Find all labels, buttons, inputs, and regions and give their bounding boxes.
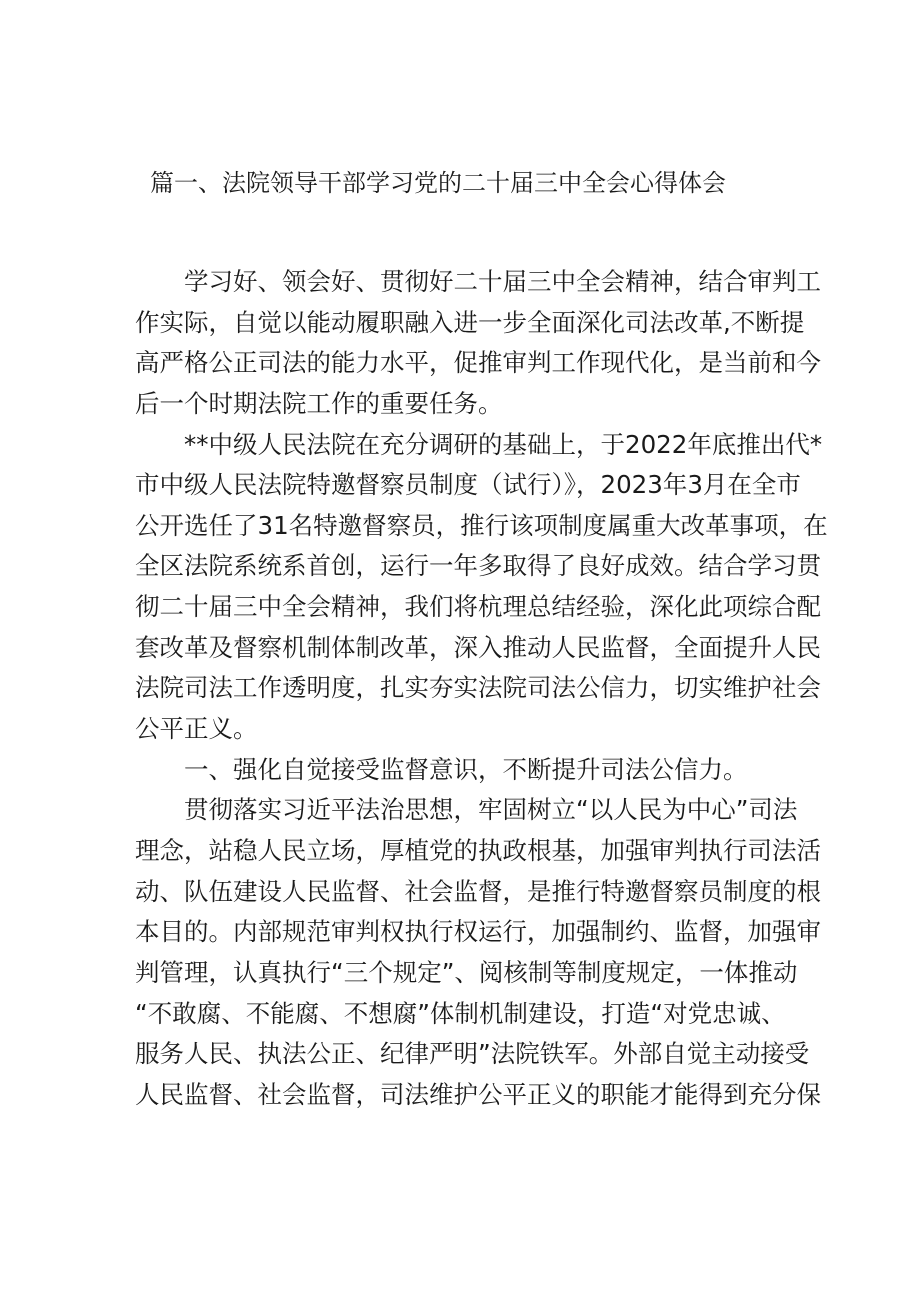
paragraph-2-line-2: 市中级人民法院特邀督察员制度（试行）》，2023年3月在全市 xyxy=(135,470,801,500)
paragraph-1-line-1: 学习好、领会好、贯彻好二十届三中全会精神，结合审判工 xyxy=(184,267,821,296)
paragraph-3-line-4: 本目的。内部规范审判权执行权运行，加强制约、监督，加强审 xyxy=(135,917,821,947)
paragraph-2-line-7: 法院司法工作透明度，扎实夯实法院司法公信力，切实维护社会 xyxy=(135,673,821,703)
paragraph-3-line-5: 判管理，认真执行“三个规定”、阅核制等制度规定，一体推动 xyxy=(135,957,798,987)
document-body xyxy=(135,262,828,1115)
paragraph-1-line-3: 高严格公正司法的能力水平，促推审判工作现代化，是当前和今 xyxy=(135,348,821,378)
paragraph-2-line-8: 公平正义。 xyxy=(135,714,258,744)
section-heading-1: 一、强化自觉接受监督意识，不断提升司法公信力。 xyxy=(184,754,748,784)
paragraph-3-line-1: 贯彻落实习近平法治思想，牢固树立“以人民为中心”司法 xyxy=(184,795,798,825)
paragraph-1-line-4: 后一个时期法院工作的重要任务。 xyxy=(135,388,503,418)
paragraph-2-line-4: 全区法院系统系首创，运行一年多取得了良好成效。结合学习贯 xyxy=(135,551,821,581)
document-title: 篇一、法院领导干部学习党的二十届三中全会心得体会 xyxy=(150,169,726,197)
paragraph-2-line-6: 套改革及督察机制体制改革，深入推动人民监督，全面提升人民 xyxy=(135,632,821,662)
paragraph-3-line-8: 人民监督、社会监督，司法维护公平正义的职能才能得到充分保 xyxy=(135,1079,821,1109)
paragraph-3-line-6: “不敢腐、不能腐、不想腐”体制机制建设，打造“对党忠诚、 xyxy=(135,998,786,1028)
paragraph-2-line-5: 彻二十届三中全会精神，我们将杭理总结经验，深化此项综合配 xyxy=(135,592,821,622)
paragraph-3-line-7: 服务人民、执法公正、纪律严明”法院铁军。外部自觉主动接受 xyxy=(135,1039,810,1069)
paragraph-1-line-2: 作实际，自觉以能动履职融入进一步全面深化司法改革,不断提 xyxy=(135,307,805,337)
paragraph-3-line-2: 理念，站稳人民立场，厚植党的执政根基，加强审判执行司法活 xyxy=(135,835,821,865)
paragraph-2-line-3: 公开选任了31名特邀督察员，推行该项制度属重大改革事项，在 xyxy=(135,510,828,540)
paragraph-2-line-1: **中级人民法院在充分调研的基础上，于2022年底推出代* xyxy=(184,429,823,459)
paragraph-3-line-3: 动、队伍建设人民监督、社会监督，是推行特邀督察员制度的根 xyxy=(135,876,821,906)
